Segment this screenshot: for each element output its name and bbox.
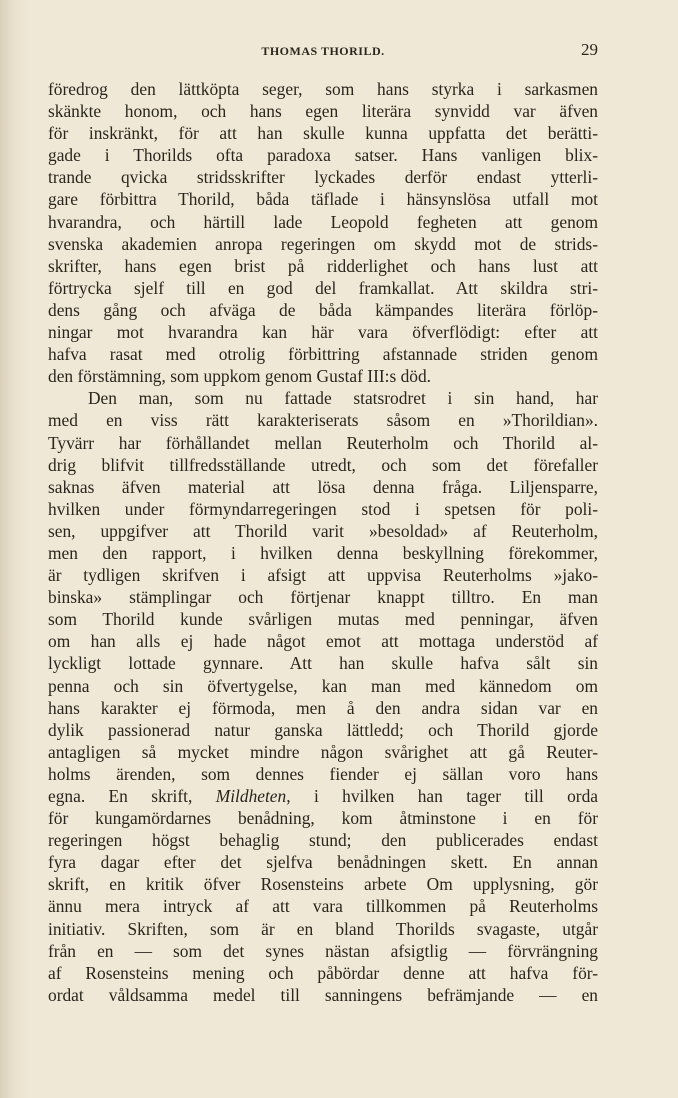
text-line: Tyvärr har förhållandet mellan Reuterholm och Thorild al- bbox=[48, 432, 598, 453]
text-line: för kungamördarnes benådning, kom åtminstone i en för bbox=[48, 808, 598, 829]
text-line: för inskränkt, för att han skulle kunna uppfatta det berätti- bbox=[48, 123, 598, 144]
text-line: skrift, en kritik öfver Rosensteins arbete Om upplysning, gör bbox=[48, 874, 598, 895]
text-line: penna och sin öfvertygelse, kan man med kännedom om bbox=[48, 675, 598, 696]
text-line: ningar mot hvarandra kan här vara öfverflödigt: efter att bbox=[48, 322, 598, 343]
text-line: är tydligen skrifven i afsigt att uppvisa Reuterholms »jako- bbox=[48, 565, 598, 586]
text-line: som Thorild kunde svårligen mutas med penningar, äfven bbox=[48, 609, 598, 630]
text-line: ordat våldsamma medel till sanningens befrämjande — en bbox=[48, 984, 598, 1005]
text-line: om han alls ej hade något emot att mottaga understöd af bbox=[48, 631, 598, 652]
text-fragment: egna. En skrift, bbox=[48, 786, 193, 806]
text-line: från en — som det synes nästan afsigtlig — förvrängning bbox=[48, 940, 598, 961]
text-line: men den rapport, i hvilken denna beskyllning förekommer, bbox=[48, 542, 598, 563]
text-line: dens gång och afväga de båda kämpandes literära förlöp- bbox=[48, 299, 598, 320]
text-line: af Rosensteins mening och påbördar denne att hafva för- bbox=[48, 962, 598, 983]
text-line: Den man, som nu fattade statsrodret i sin hand, har bbox=[88, 388, 598, 409]
text-line-with-title bbox=[48, 785, 598, 807]
body-text bbox=[48, 78, 598, 1006]
text-line: trande qvicka stridsskrifter lyckades derför endast ytterli- bbox=[48, 167, 598, 188]
text-line: holms ärenden, som dennes fiender ej sällan voro hans bbox=[48, 763, 598, 784]
text-line: gade i Thorilds ofta paradoxa satser. Hans vanligen blix- bbox=[48, 145, 598, 166]
text-line: hvilken under förmyndarregeringen stod i spetsen för poli- bbox=[48, 498, 598, 519]
text-line: hvarandra, och härtill lade Leopold fegheten att genom bbox=[48, 211, 598, 232]
page-number: 29 bbox=[581, 40, 598, 59]
text-line: föredrog den lättköpta seger, som hans styrka i sarkasmen bbox=[48, 79, 598, 99]
text-line: binska» stämplingar och förtjenar knappt tilltro. En man bbox=[48, 587, 598, 608]
text-line: ännu mera intryck af att vara tillkommen på Reuterholms bbox=[48, 896, 598, 917]
text-line: dylik passionerad natur ganska lättledd; och Thorild gjorde bbox=[48, 719, 598, 740]
text-line: lyckligt lottade gynnare. Att han skulle hafva sålt sin bbox=[48, 653, 598, 674]
text-line: saknas äfven material att lösa denna fråga. Liljensparre, bbox=[48, 476, 598, 497]
text-line: sen, uppgifver att Thorild varit »besoldad» af Reuterholm, bbox=[48, 520, 598, 541]
text-line: initiativ. Skriften, som är en bland Thorilds svagaste, utgår bbox=[48, 918, 598, 939]
text-line: hans karakter ej förmoda, men å den andra sidan var en bbox=[48, 697, 598, 718]
text-line: skrifter, hans egen brist på ridderlighet och hans lust att bbox=[48, 255, 598, 276]
work-title: Mildheten, bbox=[215, 786, 291, 806]
text-line: skänkte honom, och hans egen literära synvidd var äfven bbox=[48, 101, 598, 122]
text-line: hafva rasat med otrolig förbittring afstannade striden genom bbox=[48, 344, 598, 365]
text-line: med en viss rätt karakteriserats såsom en »Thorildian». bbox=[48, 410, 598, 431]
text-line: svenska akademien anropa regeringen om skydd mot de strids- bbox=[48, 233, 598, 254]
text-line: regeringen högst behaglig stund; den publicerades endast bbox=[48, 830, 598, 851]
text-line: drig blifvit tillfredsställande utredt, och som det förefaller bbox=[48, 454, 598, 475]
running-head: THOMAS THORILD. bbox=[261, 44, 385, 58]
text-fragment: i hvilken han tager till orda bbox=[313, 786, 598, 806]
text-line: gare förbittra Thorild, båda täflade i hänsynslösa utfall mot bbox=[48, 189, 598, 210]
text-line: förtrycka sjelf till en god del framkallat. Att skildra stri- bbox=[48, 277, 598, 298]
text-line: den förstämning, som uppkom genom Gustaf III:s död. bbox=[48, 366, 432, 387]
text-line: antagligen så mycket mindre någon svårighet att gå Reuter- bbox=[48, 741, 598, 762]
page-header bbox=[48, 40, 598, 62]
text-line: fyra dagar efter det sjelfva benådningen skett. En annan bbox=[48, 852, 598, 873]
